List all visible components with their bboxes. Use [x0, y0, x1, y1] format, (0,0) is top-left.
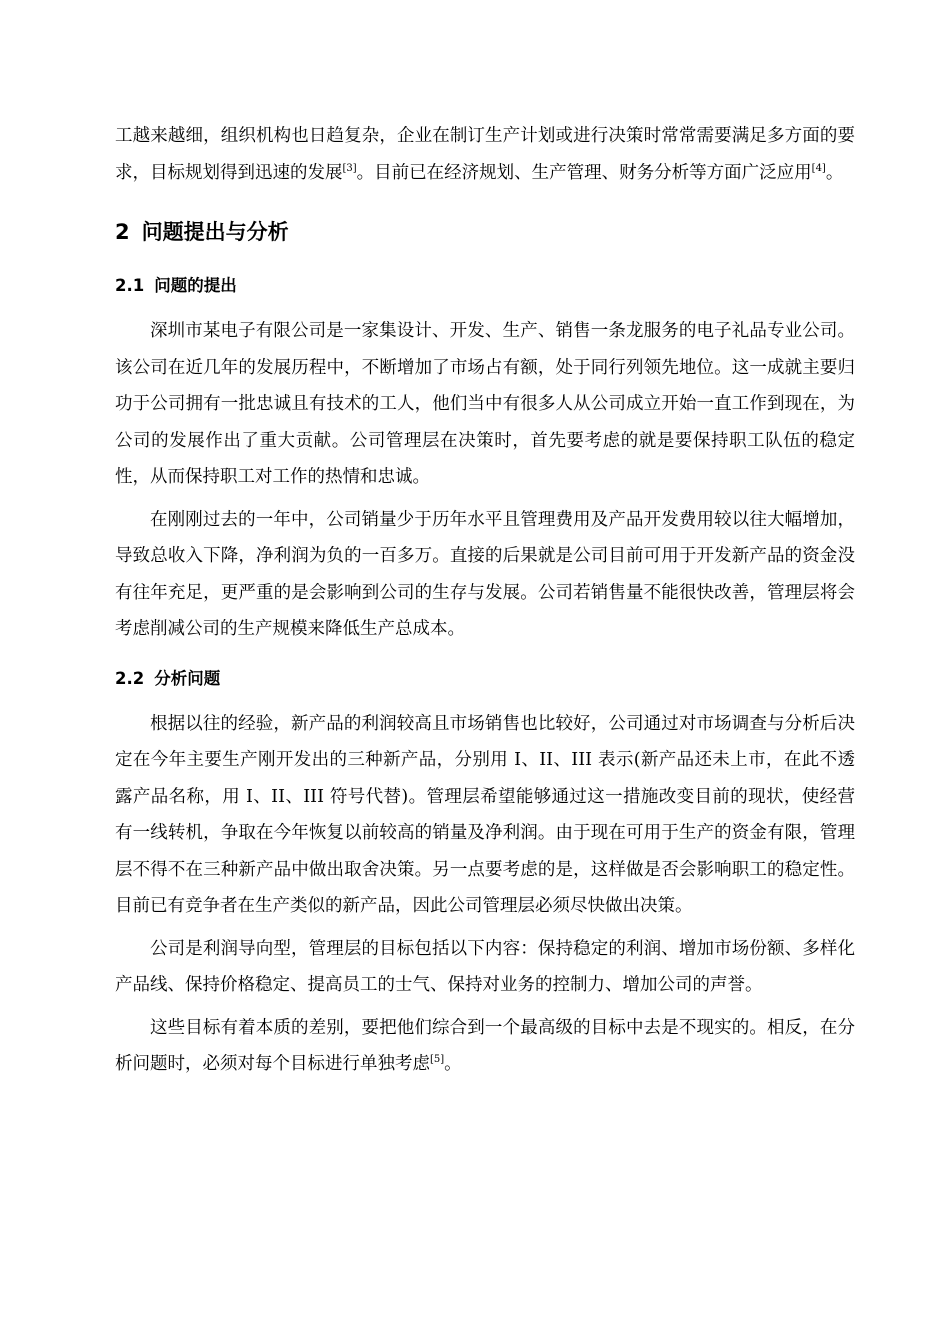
- section-2-2-paragraph-3: [115, 1010, 855, 1083]
- section-2-2-paragraph-1: 根据以往的经验，新产品的利润较高且市场销售也比较好，公司通过对市场调查与分析后决定在今年主要生产刚开发出的三种新产品，分别用 I、II、III 表示(新产品还未上市，在此不透露产品名称，用 I、II、III 符号代替)。管理层希望能够通过这一措施改变目前的现状，使经营有一线转机，争取在今年恢复以前较高的销量及净利润。由于现在可用于生产的资金有限，管理层不得不在三种新产品中做出取舍决策。另一点要考虑的是，这样做是否会影响职工的稳定性。目前已有竞争者在生产类似的新产品，因此公司管理层必须尽快做出决策。: [115, 713, 855, 916]
- section-2-number: 2: [115, 220, 130, 244]
- citation-5: [5]: [430, 1054, 445, 1066]
- section-2-1-paragraph-2: 在刚刚过去的一年中，公司销量少于历年水平且管理费用及产品开发费用较以往大幅增加，导致总收入下降，净利润为负的一百多万。直接的后果就是公司目前可用于开发新产品的资金没有往年充足，更严重的是会影响到公司的生存与发展。公司若销售量不能很快改善，管理层将会考虑削减公司的生产规模来降低生产总成本。: [115, 509, 855, 639]
- section-2-1-heading: [115, 273, 855, 299]
- section-2-1-number: 2.1: [115, 276, 145, 295]
- section-2-1-title: 问题的提出: [154, 276, 237, 295]
- intro-text-3: 。: [825, 162, 844, 183]
- section-2-2-heading: [115, 666, 855, 692]
- section-2-2-title: 分析问题: [154, 668, 221, 688]
- citation-4: [4]: [811, 162, 826, 174]
- intro-text-1: 工越来越细，组织机构也日趋复杂，企业在制订生产计划或进行决策时常常需要满足多方面的要求，目标规划得到迅速的发展: [115, 126, 855, 183]
- section-2-2-number: 2.2: [115, 668, 145, 688]
- document-page: [115, 118, 855, 1083]
- section-2-1-paragraph-1: 深圳市某电子有限公司是一家集设计、开发、生产、销售一条龙服务的电子礼品专业公司。该公司在近几年的发展历程中，不断增加了市场占有额，处于同行列领先地位。这一成就主要归功于公司拥有一批忠诚且有技术的工人，他们当中有很多人从公司成立开始一直工作到现在，为公司的发展作出了重大贡献。公司管理层在决策时，首先要考虑的就是要保持职工队伍的稳定性，从而保持职工对工作的热情和忠诚。: [115, 321, 855, 487]
- section-2-2-paragraph-3-end: 。: [444, 1054, 462, 1074]
- citation-3: [3]: [342, 162, 357, 174]
- section-2-heading: [115, 217, 855, 247]
- section-2-2-paragraph-2: 公司是利润导向型，管理层的目标包括以下内容：保持稳定的利润、增加市场份额、多样化产品线、保持价格稳定、提高员工的士气、保持对业务的控制力、增加公司的声誉。: [115, 938, 855, 995]
- intro-paragraph: [115, 118, 855, 191]
- section-2-2-paragraph-3-text: 这些目标有着本质的差别，要把他们综合到一个最高级的目标中去是不现实的。相反，在分析问题时，必须对每个目标进行单独考虑: [115, 1017, 855, 1074]
- intro-text-2: 。目前已在经济规划、生产管理、财务分析等方面广泛应用: [356, 162, 812, 183]
- section-2-title: 问题提出与分析: [141, 220, 289, 244]
